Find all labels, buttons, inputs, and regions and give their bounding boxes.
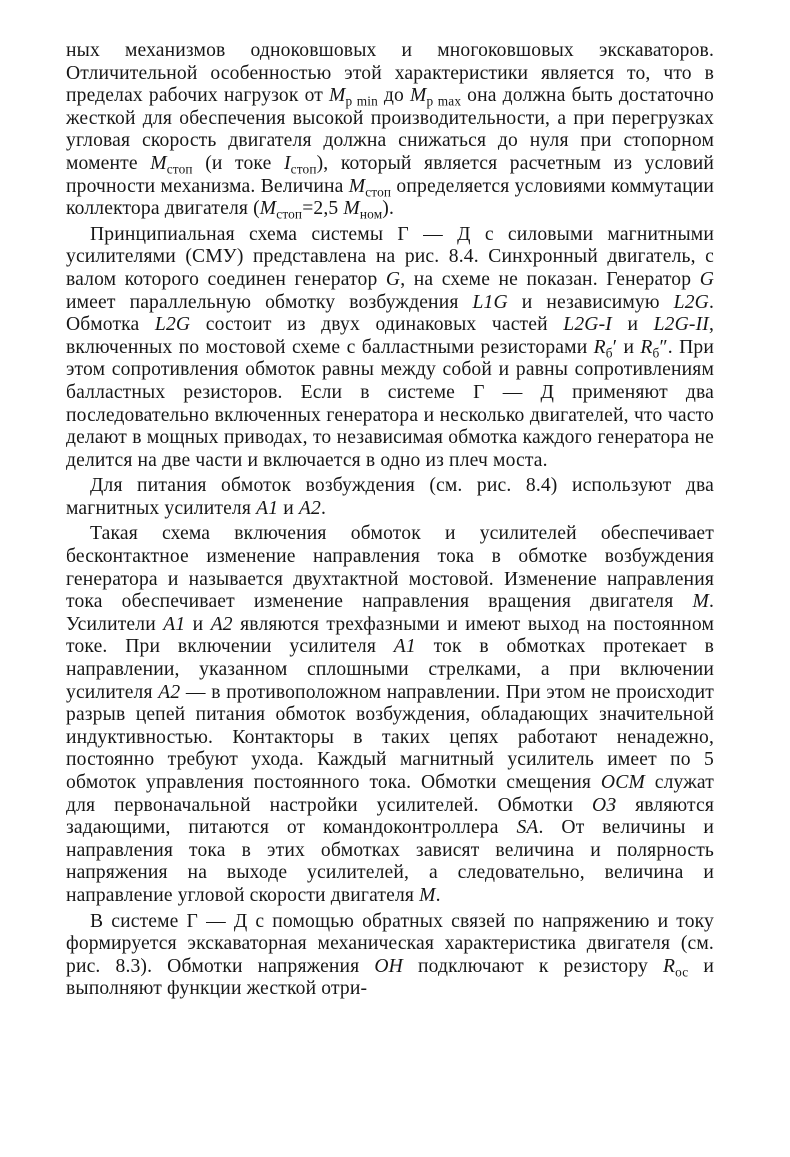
- paragraph-5: В системе Г — Д с помощью обратных связей по напряжению и току формируется экскаваторная механическая характеристика двигателя (см. рис. 8.3). Обмотки напряжения ОН подключают к резистору $R_{ос}$ и выполняют функции жесткой отри-: [66, 910, 715, 1000]
- paragraph-4: Такая схема включения обмоток и усилителей обеспечивает бесконтактное изменение направления тока в обмотке возбуждения генератора и называется двухтактной мостовой. Изменение направления тока обеспечивает изменение направления вращения двигателя M. Усилители A1 и A2 являются трехфазными и имеют выход на постоянном токе. При включении усилителя A1 ток в обмотках протекает в направлении, указанном сплошными стрелками, а при включении усилителя A2 — в противоположном направлении. При этом не происходит разрыв цепей питания обмоток возбуждения, обладающих значительной индуктивностью. Контакторы в таких цепях работают ненадежно, постоянно требуют ухода. Каждый магнитный усилитель имеет по 5 обмоток управления постоянного тока. Обмотки смещения ОСМ служат для первоначальной настройки усилителей. Обмотки ОЗ являются задающими, питаются от командоконтроллера SA. От величины и направления тока в этих обмотках зависят величина и полярность напряжения на выходе усилителей, а следовательно, величина и направление угловой скорости двигателя M.: [66, 523, 715, 906]
- paragraph-3: Для питания обмоток возбуждения (см. рис. 8.4) используют два магнитных усилителя A1 и A2.: [66, 475, 714, 519]
- paragraph-1: ных механизмов одноковшовых и многоковшовых экскаваторов. Отличительной особенностью этой характеристики является то, что в пределах рабочих нагрузок от $M_{р min}$ до $M_{р max}$ она должна быть достаточно жесткой для обеспечения высокой производительности, а при перегрузках угловая скорость двигателя должна снижаться до нуля при стопорном моменте $M_{стоп}$ (и токе $I_{стоп}$), который является расчетным из условий прочности механизма. Величина $M_{стоп}$ определяется условиями коммутации коллектора двигателя ($M_{стоп}=2,5$ $M_{ном}$).: [66, 40, 714, 222]
- page-text: [66, 40, 714, 1001]
- paragraph-2: Принципиальная схема системы Г — Д с силовыми магнитными усилителями (СМУ) представлена на рис. 8.4. Синхронный двигатель, с валом которого соединен генератор G, на схеме не показан. Генератор G имеет параллельную обмотку возбуждения L1G и независимую L2G. Обмотка L2G состоит из двух одинаковых частей L2G-I и L2G-II, включенных по мостовой схеме с балластными резисторами $R_б'$ и $R_б''$. При этом сопротивления обмоток равны между собой и равны сопротивлениям балластных резисторов. Если в системе Г — Д применяют два последовательно включенных генератора и несколько двигателей, что часто делают в мощных приводах, то независимая обмотка каждого генератора не делится на две части и включается в одно из плеч моста.: [66, 223, 715, 471]
